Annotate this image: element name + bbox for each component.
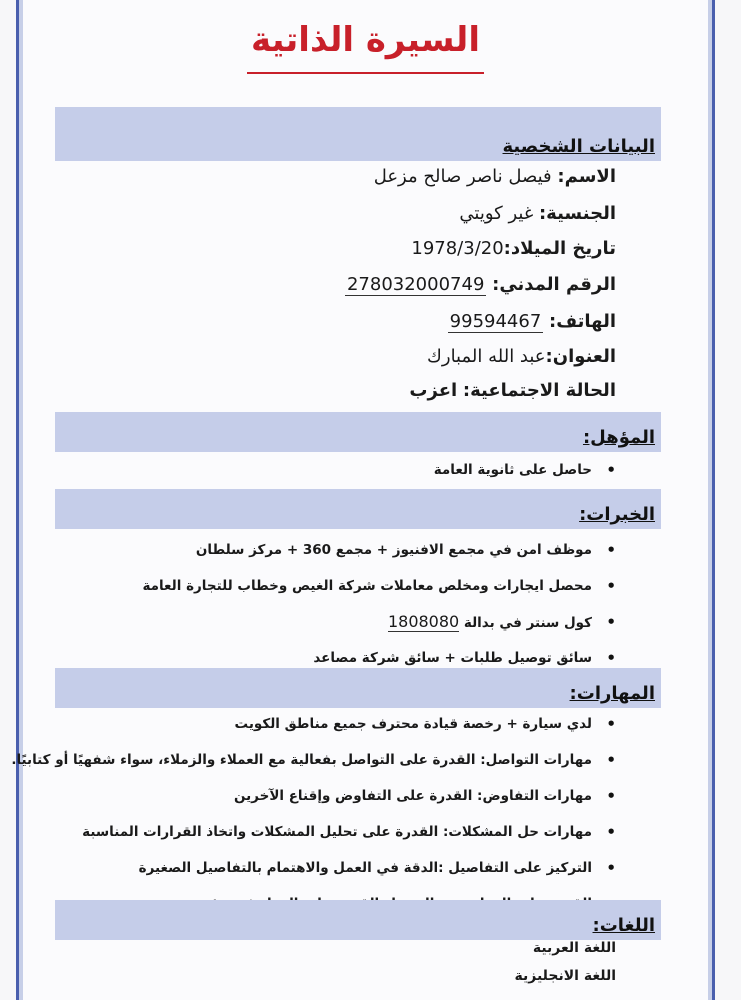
field-marital-label: الحالة الاجتماعية: [462, 380, 616, 401]
field-address-value: عبد الله المبارك [427, 346, 546, 367]
skill-item: • مهارات حل المشكلات: القدرة على تحليل المشكلات واتخاذ القرارات المناسبة [11, 814, 616, 850]
section-languages-heading: اللغات: [592, 915, 655, 936]
title-wrap [19, 14, 712, 74]
field-name [374, 166, 616, 187]
field-name-value: فيصل ناصر صالح مزعل [373, 166, 552, 187]
field-civil-id-label: الرقم المدني: [492, 274, 616, 295]
field-marital [409, 380, 616, 401]
field-phone-label: الهاتف: [549, 311, 616, 332]
skill-item: • مهارات التفاوض: القدرة على التفاوض وإقناع الآخرين [11, 778, 616, 814]
cv-page [11, 0, 715, 1000]
experience-item: • موظف امن في مجمع الافنيوز + مجمع 360 + مركز سلطان [142, 532, 616, 568]
language-item: اللغة العربية [532, 940, 616, 956]
section-experience [55, 489, 661, 529]
qualification-list [434, 452, 616, 488]
field-phone-value: 99594467 [449, 311, 542, 332]
field-name-label: الاسم: [557, 166, 616, 187]
field-civil-id-value: 278032000749 [346, 274, 485, 295]
experience-item: • سائق توصيل طلبات + سائق شركة مصاعد [142, 640, 616, 676]
experience-item [142, 604, 616, 640]
page-title: السيرة الذاتية [247, 14, 484, 74]
field-dob [411, 238, 616, 259]
skill-item: • التركيز على التفاصيل :الدقة في العمل والاهتمام بالتفاصيل الصغيرة [11, 850, 616, 886]
experience-list [142, 532, 616, 676]
section-skills [55, 668, 661, 708]
experience-item: • محصل ايجارات ومخلص معاملات شركة الغيص وخطاب للتجارة العامة [142, 568, 616, 604]
section-qualification [55, 412, 661, 452]
field-dob-value: 1978/3/20 [411, 238, 504, 259]
field-civil-id [345, 274, 616, 295]
field-address [427, 346, 616, 367]
section-personal-heading: البيانات الشخصية [502, 136, 655, 157]
section-qualification-heading: المؤهل: [582, 427, 655, 448]
field-marital-value: اعزب [409, 380, 458, 401]
field-nationality-label: الجنسية: [538, 203, 616, 224]
field-nationality-value: غير كويتي [459, 203, 534, 224]
field-address-label: العنوان: [545, 346, 616, 367]
field-phone [448, 311, 616, 332]
qualification-item: • حاصل على ثانوية العامة [434, 452, 616, 488]
skills-list [11, 706, 616, 922]
section-experience-heading: الخبرات: [579, 504, 655, 525]
callcenter-number: 1808080 [387, 612, 460, 631]
field-nationality [459, 203, 616, 224]
field-dob-label: تاريخ الميلاد: [503, 238, 616, 259]
section-languages [55, 900, 661, 940]
section-personal [55, 107, 661, 161]
section-skills-heading: المهارات: [569, 683, 655, 704]
skill-item: • مهارات التواصل: القدرة على التواصل بفعالية مع العملاء والزملاء، سواء شفهيًا أو كتابيًا. [11, 742, 616, 778]
experience-item-text: كول سنتر في بدالة [463, 615, 592, 631]
language-item: اللغة الانجليزية [514, 968, 616, 984]
skill-item: • لدي سيارة + رخصة قيادة محترف جميع مناطق الكويت [11, 706, 616, 742]
